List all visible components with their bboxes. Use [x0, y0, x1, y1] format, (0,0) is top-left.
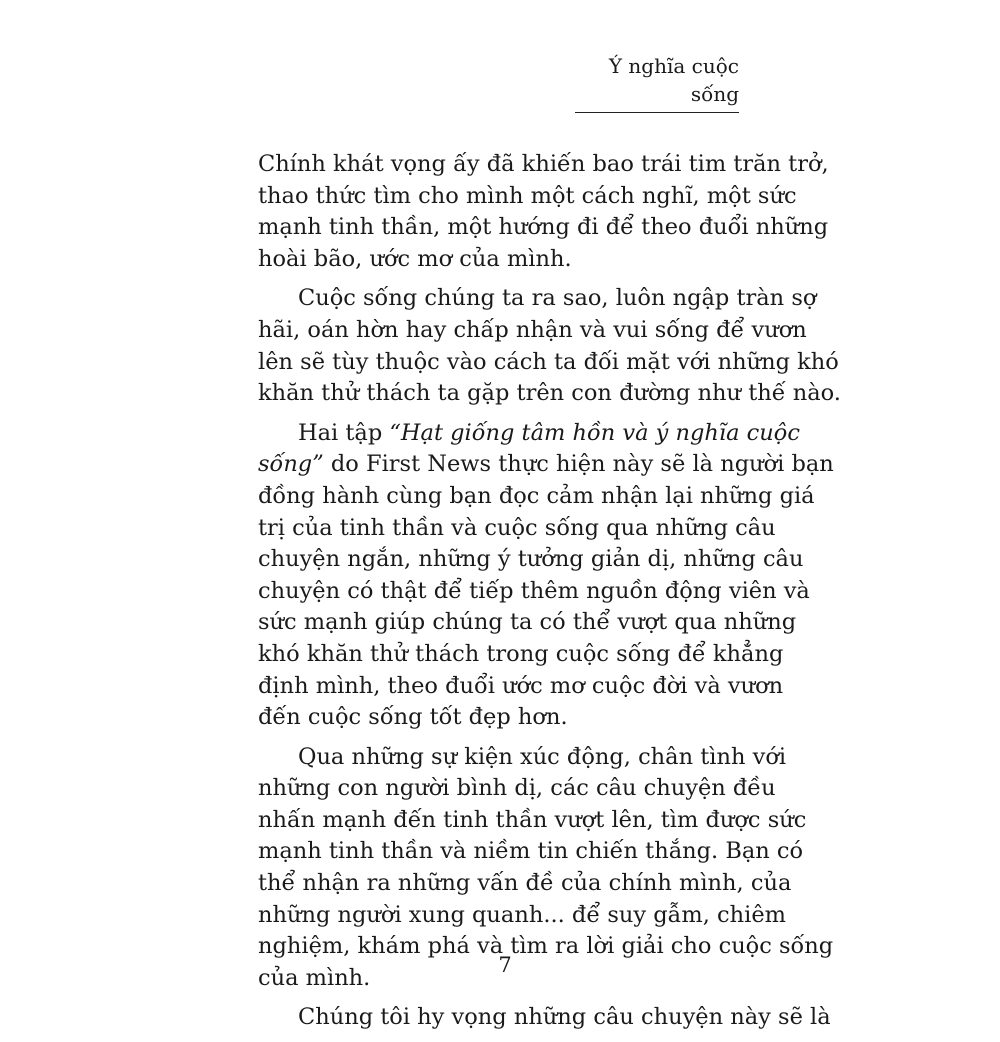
body-text [258, 149, 841, 1042]
page-number: 7 [498, 953, 512, 977]
text-line: thao thức tìm cho mình một cách nghĩ, một sức [258, 182, 797, 209]
text-line: đồng hành cùng bạn đọc cảm nhận lại những giá [258, 482, 815, 509]
text-line: Qua những sự kiện xúc động, chân tình với [298, 743, 787, 770]
text-line: của mình. [258, 964, 371, 991]
text-line: nhấn mạnh đến tinh thần vượt lên, tìm được sức [258, 806, 807, 833]
paragraph-3 [258, 418, 834, 734]
running-header: Ý nghĩa cuộc sống [575, 52, 739, 113]
text-line: trị của tinh thần và cuộc sống qua những câu [258, 514, 776, 541]
text-line: thể nhận ra những vấn đề của chính mình, của [258, 870, 792, 897]
text-line: những con người bình dị, các câu chuyện đều [258, 775, 776, 802]
text-line: định mình, theo đuổi ước mơ cuộc đời và vươn [258, 672, 784, 699]
text-line: hãi, oán hờn hay chấp nhận và vui sống để vươn [258, 316, 807, 343]
text-line: những người xung quanh... để suy gẫm, chiêm [258, 901, 786, 928]
text-line: sức mạnh giúp chúng ta có thể vượt qua những [258, 609, 797, 636]
text-line: lên sẽ tùy thuộc vào cách ta đối mặt với những khó [258, 348, 839, 375]
text-line: mạnh tinh thần, một hướng đi để theo đuổi những [258, 214, 829, 241]
text-line: khó khăn thử thách trong cuộc sống để khẳng [258, 640, 784, 667]
text-run: do First News thực hiện này sẽ là người bạn [323, 451, 834, 478]
paragraph-5 [258, 1002, 831, 1034]
text-line: Cuộc sống chúng ta ra sao, luôn ngập tràn sợ [298, 285, 817, 312]
text-line: hoài bão, ước mơ của mình. [258, 245, 572, 272]
text-line: khăn thử thách ta gặp trên con đường như thế nào. [258, 380, 841, 407]
text-line: nghiệm, khám phá và tìm ra lời giải cho cuộc sống [258, 933, 834, 960]
text-line: đến cuộc sống tốt đẹp hơn. [258, 704, 568, 731]
text-line: Chính khát vọng ấy đã khiến bao trái tim trăn trở, [258, 151, 829, 177]
text-run: Hai tập [298, 419, 390, 446]
text-line [258, 449, 834, 481]
text-line: Chúng tôi hy vọng những câu chuyện này sẽ là [298, 1004, 831, 1031]
text-line: chuyện ngắn, những ý tưởng giản dị, những câu [258, 546, 804, 573]
text-line: mạnh tinh thần và niềm tin chiến thắng. Bạn có [258, 838, 804, 865]
paragraph-2 [258, 283, 841, 409]
text-line: chuyện có thật để tiếp thêm nguồn động viên và [258, 577, 810, 604]
paragraph-1 [258, 149, 829, 275]
text-line [258, 418, 800, 450]
book-title-italic: sống” [258, 451, 324, 478]
book-title-italic: “Hạt giống tâm hồn và ý nghĩa cuộc [389, 419, 800, 446]
